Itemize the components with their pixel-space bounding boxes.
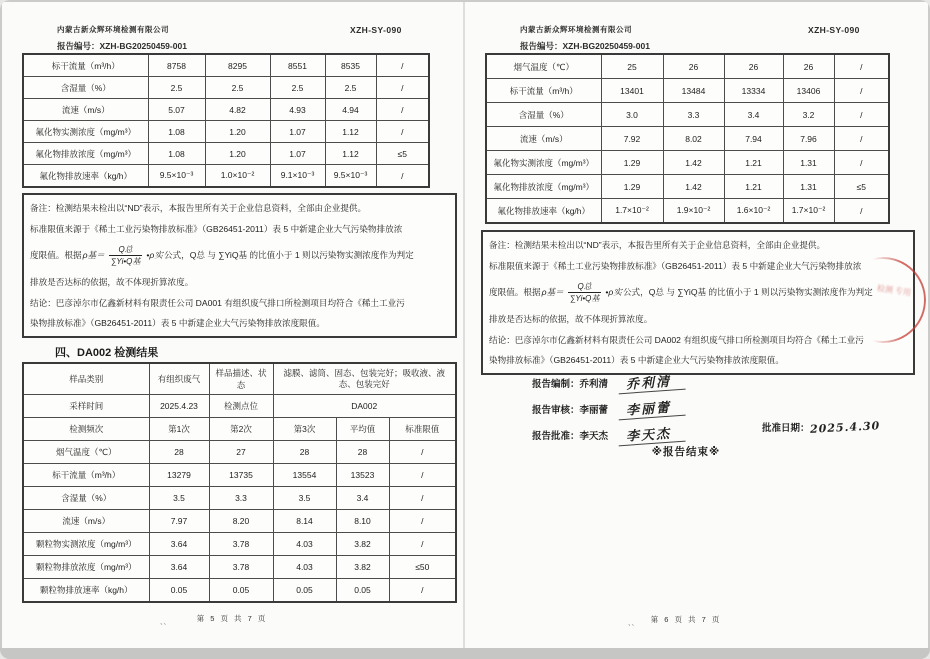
- report-number: [57, 40, 187, 52]
- row-label: 氟化物排放速率（kg/h）: [23, 165, 148, 188]
- cell-value: 27: [209, 441, 273, 464]
- signature-row-reviewed: [532, 398, 685, 418]
- header-cell: 2025.4.23: [149, 395, 209, 418]
- row-label: 烟气温度（℃）: [23, 441, 149, 464]
- cell-value: 1.07: [270, 143, 325, 165]
- formula-line: [30, 239, 447, 272]
- cell-value: ≤5: [376, 143, 429, 165]
- row-label: 氟化物排放浓度（mg/m³）: [23, 143, 148, 165]
- approval-date-row: [762, 420, 880, 434]
- header-cell: 检测点位: [209, 395, 273, 418]
- cell-value: /: [834, 79, 889, 103]
- cell-value: 1.9×10⁻²: [663, 199, 724, 224]
- row-label: 颗粒物排放速率（kg/h）: [23, 579, 149, 603]
- signature-row-prepared: [532, 372, 685, 392]
- table-row: [486, 199, 889, 224]
- cell-value: /: [834, 199, 889, 224]
- cell-value: 8.02: [663, 127, 724, 151]
- formula-suffix: 公式，Q总 与 ∑YiQ基 的比值小于 1 则以污染物实测浓度作为判定: [622, 287, 873, 298]
- table-row: [23, 487, 456, 510]
- table-row: [486, 127, 889, 151]
- row-label: 颗粒物实测浓度（mg/m³）: [23, 533, 149, 556]
- cell-value: 8295: [205, 54, 270, 77]
- cell-value: /: [389, 510, 456, 533]
- remark-line: 排放是否达标的依据，故不体现折算浓度。: [489, 314, 653, 324]
- cell-value: 3.5: [149, 487, 209, 510]
- cell-value: /: [834, 103, 889, 127]
- reviewed-label: 报告审核：: [532, 405, 580, 416]
- cell-value: 7.94: [724, 127, 783, 151]
- formula-prefix: 度限值。根据: [489, 287, 541, 298]
- reviewed-name: 李丽蕾: [579, 405, 609, 416]
- remark-line: 备注：检测结果未检出以“ND”表示，本报告里所有关于企业信息资料，全部由企业提供。: [30, 203, 367, 213]
- header-cell: 平均值: [336, 418, 389, 441]
- prepared-label: 报告编制：: [532, 379, 580, 390]
- cell-value: /: [389, 441, 456, 464]
- cell-value: 8.10: [336, 510, 389, 533]
- company-name: 内蒙古新众辉环境检测有限公司: [520, 25, 632, 34]
- header-cell: 第3次: [273, 418, 336, 441]
- fluoride-results-table-right: [485, 53, 890, 224]
- cell-value: 2.5: [148, 77, 205, 99]
- table-header-row: [23, 363, 456, 395]
- header-cell: 检测频次: [23, 418, 149, 441]
- remark-line: 标准限值来源于《稀土工业污染物排放标准》（GB26451-2011）表 5 中新建企业大气污染物排放浓: [30, 223, 403, 234]
- table-row: [23, 77, 429, 99]
- cell-value: 1.29: [601, 151, 663, 175]
- report-number-value: XZH-BG20250459-001: [562, 41, 650, 51]
- cell-value: 3.78: [209, 556, 273, 579]
- cell-value: 5.07: [148, 99, 205, 121]
- header-cell: DA002: [273, 395, 456, 418]
- prepared-handwritten-signature: 乔利清: [617, 370, 685, 395]
- cell-value: 1.7×10⁻²: [783, 199, 834, 224]
- cell-value: /: [389, 533, 456, 556]
- row-label: 烟气温度（℃）: [486, 54, 601, 79]
- cell-value: 0.05: [149, 579, 209, 603]
- cell-value: 3.3: [663, 103, 724, 127]
- cell-value: 8535: [325, 54, 376, 77]
- doc-code: XZH-SY-090: [350, 25, 402, 35]
- header-cell: 采样时间: [23, 395, 149, 418]
- cell-value: 28: [273, 441, 336, 464]
- cell-value: 1.21: [724, 175, 783, 199]
- cell-value: 25: [601, 54, 663, 79]
- row-label: 氟化物排放浓度（mg/m³）: [486, 175, 601, 199]
- table-row: [23, 556, 456, 579]
- cell-value: 2.5: [205, 77, 270, 99]
- cell-value: 1.07: [270, 121, 325, 143]
- row-label: 标干流量（m³/h）: [23, 464, 149, 487]
- cell-value: 4.82: [205, 99, 270, 121]
- cell-value: 3.2: [783, 103, 834, 127]
- cell-value: /: [376, 165, 429, 188]
- table-row: [486, 54, 889, 79]
- cell-value: /: [376, 77, 429, 99]
- report-number-value: XZH-BG20250459-001: [99, 41, 187, 51]
- remark-line: 标准限值来源于《稀土工业污染物排放标准》（GB26451-2011）表 5 中新建企业大气污染物排放浓: [489, 260, 862, 271]
- conclusion-line: 染物排放标准》（GB26451-2011）表 5 中新建企业大气污染物排放浓度限值。: [30, 318, 325, 328]
- cell-value: 13334: [724, 79, 783, 103]
- report-number-label: 报告编号：: [57, 41, 100, 51]
- cell-value: 3.4: [336, 487, 389, 510]
- header-cell: 滤膜、滤筒、固态、包装完好；吸收液、液态、包装完好: [273, 363, 456, 395]
- cell-value: 1.0×10⁻²: [205, 165, 270, 188]
- end-of-report-mark: ※报告结束※: [651, 446, 721, 458]
- cell-value: 1.42: [663, 151, 724, 175]
- cell-value: 3.64: [149, 556, 209, 579]
- cell-value: 4.94: [325, 99, 376, 121]
- formula-prefix: 度限值。根据: [30, 250, 82, 261]
- cell-value: 3.82: [336, 533, 389, 556]
- red-stamp-text: 检测 专用: [876, 283, 912, 298]
- cell-value: 28: [149, 441, 209, 464]
- scan-mark: 、、: [628, 620, 639, 627]
- photo-bottom-edge: [0, 648, 930, 659]
- cell-value: /: [376, 99, 429, 121]
- row-label: 含湿量（%）: [23, 487, 149, 510]
- formula-lhs: ρ基＝: [541, 287, 564, 298]
- cell-value: /: [376, 54, 429, 77]
- formula-numerator: Q总: [577, 282, 592, 291]
- conclusion-line: 结论：巴彦淖尔市亿鑫新材料有限责任公司 DA002 有组织废气排口所检测项目均符合《稀土工业污: [489, 334, 864, 345]
- row-label: 流速（m/s）: [23, 99, 148, 121]
- cell-value: 26: [724, 54, 783, 79]
- cell-value: 1.31: [783, 151, 834, 175]
- header-cell: 第1次: [149, 418, 209, 441]
- cell-value: 13523: [336, 464, 389, 487]
- cell-value: 1.31: [783, 175, 834, 199]
- table-row: [23, 533, 456, 556]
- cell-value: 13554: [273, 464, 336, 487]
- cell-value: 3.0: [601, 103, 663, 127]
- cell-value: 2.5: [325, 77, 376, 99]
- cell-value: /: [389, 579, 456, 603]
- table-row: [23, 579, 456, 603]
- doc-code: XZH-SY-090: [808, 25, 860, 35]
- cell-value: 13484: [663, 79, 724, 103]
- row-label: 标干流量（m³/h）: [486, 79, 601, 103]
- page-seam: [463, 2, 465, 648]
- cell-value: 1.29: [601, 175, 663, 199]
- row-label: 含湿量（%）: [23, 77, 148, 99]
- reviewed-handwritten-signature: 李丽蕾: [617, 396, 685, 421]
- cell-value: /: [834, 54, 889, 79]
- cell-value: 4.03: [273, 533, 336, 556]
- formula-multiplier: •ρ实: [146, 250, 163, 261]
- scan-mark: 、、: [160, 619, 171, 626]
- row-label: 氟化物实测浓度（mg/m³）: [23, 121, 148, 143]
- cell-value: /: [376, 121, 429, 143]
- table-row: [486, 103, 889, 127]
- formula-multiplier: •ρ实: [605, 287, 622, 298]
- cell-value: 1.20: [205, 121, 270, 143]
- cell-value: /: [389, 464, 456, 487]
- approved-label: 报告批准：: [532, 431, 580, 442]
- cell-value: 1.21: [724, 151, 783, 175]
- table-row: [23, 143, 429, 165]
- conclusion-line: 染物排放标准》（GB26451-2011）表 5 中新建企业大气污染物排放浓度限值。: [489, 355, 784, 365]
- header-cell: 样品描述、状态: [209, 363, 273, 395]
- cell-value: 8.20: [209, 510, 273, 533]
- row-label: 流速（m/s）: [23, 510, 149, 533]
- approval-date-label: 批准日期：: [762, 423, 810, 434]
- cell-value: 1.12: [325, 143, 376, 165]
- formula-numerator: Q总: [118, 245, 133, 254]
- header-cell: 有组织废气: [149, 363, 209, 395]
- table-row: [23, 121, 429, 143]
- cell-value: 7.92: [601, 127, 663, 151]
- cell-value: 3.3: [209, 487, 273, 510]
- table-row: [23, 510, 456, 533]
- row-label: 标干流量（m³/h）: [23, 54, 148, 77]
- cell-value: 3.64: [149, 533, 209, 556]
- cell-value: 4.93: [270, 99, 325, 121]
- cell-value: /: [834, 151, 889, 175]
- table-row: [486, 151, 889, 175]
- cell-value: 13279: [149, 464, 209, 487]
- row-label: 流速（m/s）: [486, 127, 601, 151]
- formula-fraction: [109, 244, 143, 267]
- cell-value: 1.08: [148, 121, 205, 143]
- red-stamp-arc: [840, 257, 926, 343]
- cell-value: 1.42: [663, 175, 724, 199]
- formula-denominator: ∑Yi•Q基: [569, 294, 600, 303]
- cell-value: 1.20: [205, 143, 270, 165]
- table-row: [486, 175, 889, 199]
- cell-value: 13406: [783, 79, 834, 103]
- cell-value: 26: [663, 54, 724, 79]
- conclusion-line: 结论：巴彦淖尔市亿鑫新材料有限责任公司 DA001 有组织废气排口所检测项目均符合《稀土工业污: [30, 297, 405, 308]
- header-cell: 标准限值: [389, 418, 456, 441]
- row-label: 氟化物排放速率（kg/h）: [486, 199, 601, 224]
- report-number: [520, 40, 650, 52]
- cell-value: 8551: [270, 54, 325, 77]
- cell-value: 3.5: [273, 487, 336, 510]
- cell-value: 1.08: [148, 143, 205, 165]
- approval-date-handwritten: 2025.4.30: [809, 419, 881, 436]
- cell-value: 3.4: [724, 103, 783, 127]
- cell-value: 8758: [148, 54, 205, 77]
- cell-value: 9.1×10⁻³: [270, 165, 325, 188]
- cell-value: 28: [336, 441, 389, 464]
- cell-value: /: [834, 127, 889, 151]
- cell-value: 7.96: [783, 127, 834, 151]
- report-number-label: 报告编号：: [520, 41, 563, 51]
- table-header-row: [23, 395, 456, 418]
- cell-value: 7.97: [149, 510, 209, 533]
- prepared-name: 乔利清: [579, 379, 609, 390]
- remark-line: 备注：检测结果未检出以“ND”表示，本报告里所有关于企业信息资料，全部由企业提供。: [489, 240, 826, 250]
- row-label: 含湿量（%）: [486, 103, 601, 127]
- formula-fraction: [568, 281, 602, 304]
- formula-lhs: ρ基＝: [82, 250, 105, 261]
- remark-line: 排放是否达标的依据，故不体现折算浓度。: [30, 277, 194, 287]
- formula-suffix: 公式，Q总 与 ∑YiQ基 的比值小于 1 则以污染物实测浓度作为判定: [163, 250, 414, 261]
- page-footer-right: 第 6 页 共 7 页: [650, 615, 722, 624]
- da002-results-table: [22, 362, 457, 603]
- signature-row-approved: [532, 424, 685, 444]
- cell-value: 26: [783, 54, 834, 79]
- row-label: 颗粒物排放浓度（mg/m³）: [23, 556, 149, 579]
- cell-value: 1.7×10⁻²: [601, 199, 663, 224]
- cell-value: 3.82: [336, 556, 389, 579]
- cell-value: ≤50: [389, 556, 456, 579]
- cell-value: 13735: [209, 464, 273, 487]
- cell-value: 9.5×10⁻³: [148, 165, 205, 188]
- cell-value: /: [389, 487, 456, 510]
- row-label: 氟化物实测浓度（mg/m³）: [486, 151, 601, 175]
- approved-name: 李天杰: [579, 431, 609, 442]
- table-row: [23, 441, 456, 464]
- formula-denominator: ∑Yi•Q基: [110, 257, 141, 266]
- table-row: [23, 165, 429, 188]
- cell-value: 9.5×10⁻³: [325, 165, 376, 188]
- table-row: [23, 464, 456, 487]
- fluoride-results-table-left: [22, 53, 430, 188]
- table-row: [486, 79, 889, 103]
- cell-value: ≤5: [834, 175, 889, 199]
- cell-value: 0.05: [273, 579, 336, 603]
- header-cell: 第2次: [209, 418, 273, 441]
- cell-value: 2.5: [270, 77, 325, 99]
- remarks-box-left: [22, 193, 457, 338]
- approved-handwritten-signature: 李天杰: [617, 422, 685, 447]
- header-cell: 样品类别: [23, 363, 149, 395]
- cell-value: 13401: [601, 79, 663, 103]
- table-row: [23, 99, 429, 121]
- table-header-row: [23, 418, 456, 441]
- cell-value: 8.14: [273, 510, 336, 533]
- section-title-da002: 四、DA002 检测结果: [55, 347, 159, 359]
- cell-value: 1.12: [325, 121, 376, 143]
- cell-value: 1.6×10⁻²: [724, 199, 783, 224]
- cell-value: 4.03: [273, 556, 336, 579]
- page-footer-left: 第 5 页 共 7 页: [196, 614, 268, 623]
- company-name: 内蒙古新众辉环境检测有限公司: [57, 25, 169, 34]
- cell-value: 0.05: [209, 579, 273, 603]
- cell-value: 0.05: [336, 579, 389, 603]
- table-row: [23, 54, 429, 77]
- cell-value: 3.78: [209, 533, 273, 556]
